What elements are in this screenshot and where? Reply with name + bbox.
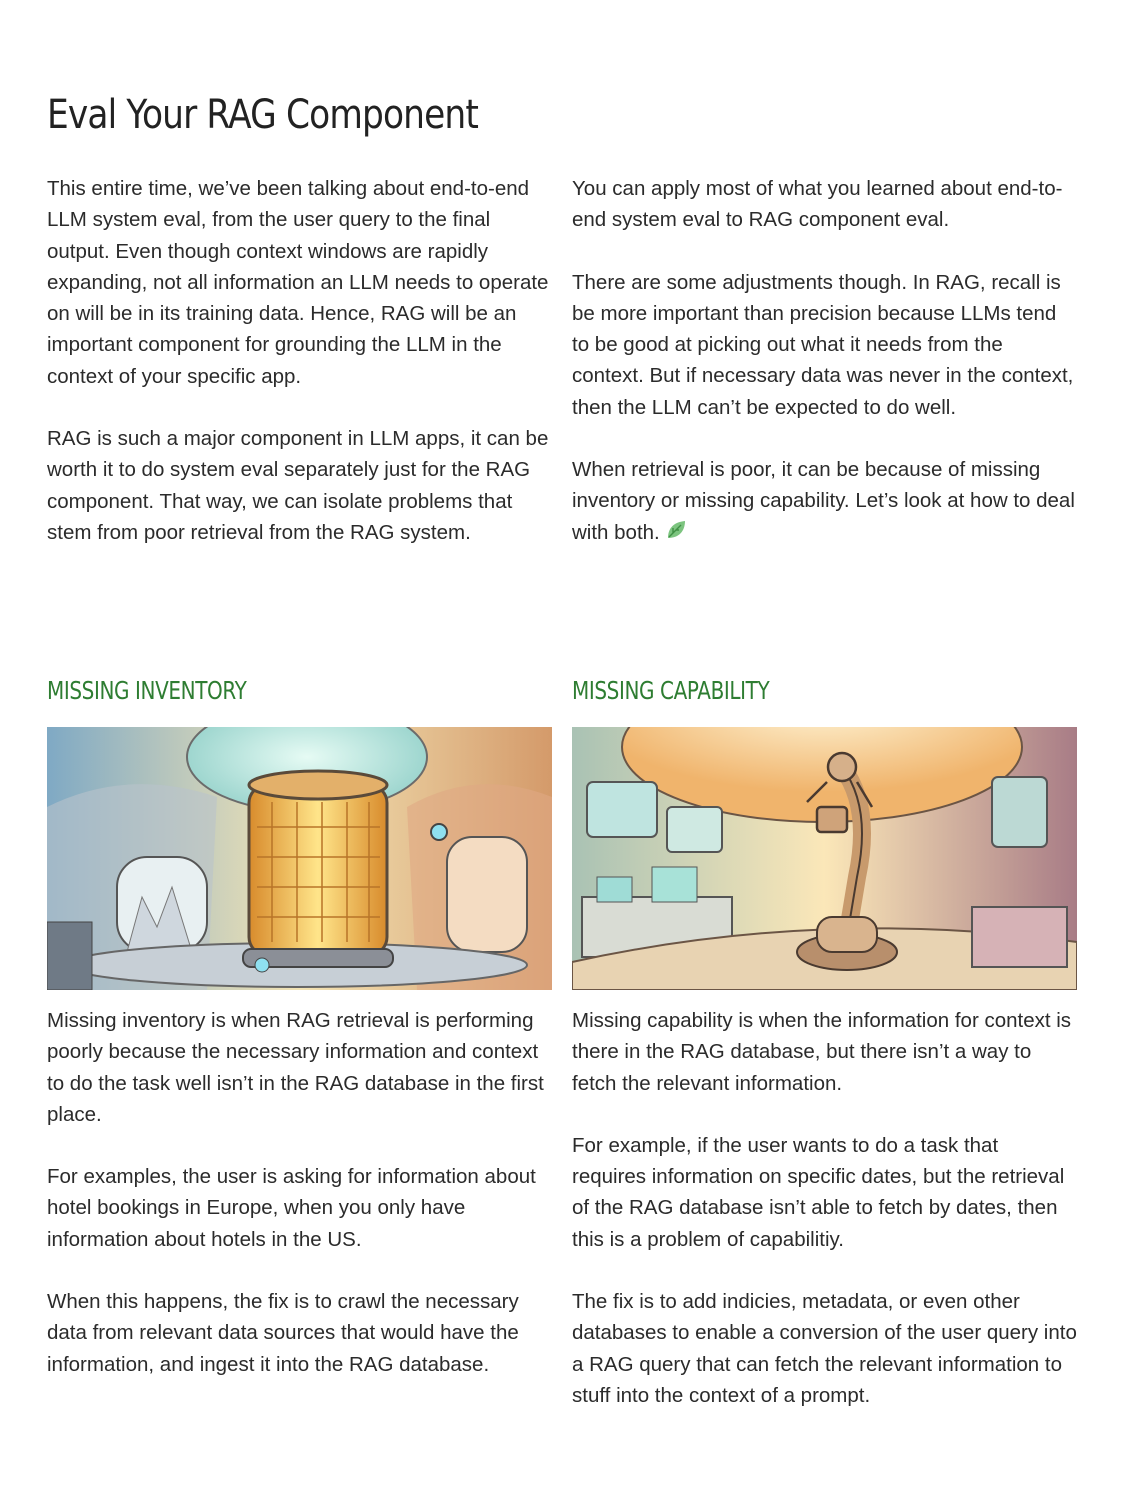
section-paragraph: Missing capability is when the information for context is there in the RAG database, but there isn’t a way to fetch the relevant information. [572, 1009, 1072, 1095]
intro-paragraph-with-leaf [572, 454, 1077, 551]
section-paragraph: For example, if the user wants to do a task that requires information on specific dates, but the retrieval of the RAG database isn’t able to fetch by dates, then this is a problem of capabilitiy. [572, 1133, 1065, 1251]
page-title: Eval Your RAG Component [47, 92, 479, 138]
leaf-icon [664, 518, 688, 551]
intro-paragraph: This entire time, we’ve been talking about end-to-end LLM system eval, from the user query to the final output. Even though context windows are rapidly expanding, not all information an LLM needs to operate on will be in its training data. Hence, RAG will be an important component for grounding the LLM in the context of your specific app. [47, 177, 549, 388]
missing-inventory-heading: MISSING INVENTORY [47, 676, 247, 705]
missing-capability-heading: MISSING CAPABILITY [572, 676, 770, 705]
section-paragraph: For examples, the user is asking for information about hotel bookings in Europe, when you only have information about hotels in the US. [47, 1165, 536, 1251]
intro-paragraph: You can apply most of what you learned about end-to-end system eval to RAG component eval. [572, 177, 1063, 232]
intro-left-column [47, 173, 552, 579]
missing-capability-illustration [572, 727, 1077, 990]
section-paragraph: Missing inventory is when RAG retrieval is performing poorly because the necessary information and context to do the task well isn’t in the RAG database in the first place. [47, 1009, 544, 1126]
section-paragraph: The fix is to add indicies, metadata, or even other databases to enable a conversion of the user query into a RAG query that can fetch the relevant information to stuff into the context of a prompt. [572, 1290, 1077, 1407]
missing-inventory-illustration [47, 727, 552, 990]
intro-right-column [572, 173, 1077, 582]
intro-paragraph: There are some adjustments though. In RAG, recall is be more important than precision because LLMs tend to be good at picking out what it needs from the context. But if necessary data was never in the context, then the LLM can’t be expected to do well. [572, 270, 1074, 419]
intro-paragraph-text: When retrieval is poor, it can be because of missing inventory or missing capability. Let’s look at how to deal with both. [572, 458, 1075, 544]
missing-inventory-body [47, 1005, 552, 1411]
missing-capability-body [572, 1005, 1077, 1442]
section-paragraph: When this happens, the fix is to crawl the necessary data from relevant data sources that would have the information, and ingest it into the RAG database. [47, 1290, 519, 1376]
intro-paragraph: RAG is such a major component in LLM apps, it can be worth it to do system eval separately just for the RAG component. That way, we can isolate problems that stem from poor retrieval from the RAG system. [47, 427, 549, 544]
